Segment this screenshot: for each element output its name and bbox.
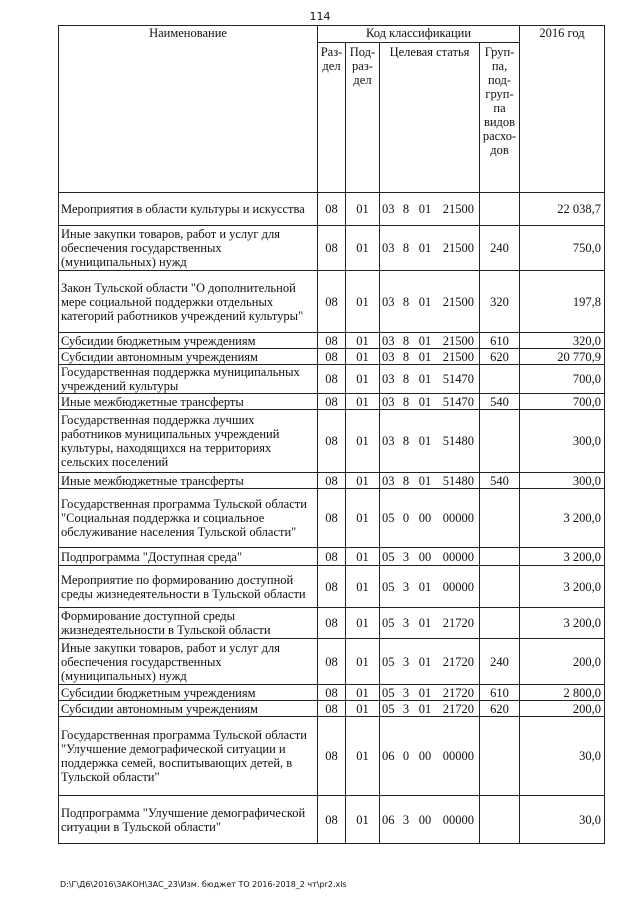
row-name: Субсидии бюджетным учреждениям (59, 333, 318, 349)
table-row (59, 226, 605, 271)
row-group: 610 (480, 685, 520, 701)
row-group: 540 (480, 394, 520, 410)
row-group (480, 796, 520, 844)
target-subprogram: 3 (402, 685, 410, 700)
table-row (59, 608, 605, 639)
row-name: Иные закупки товаров, работ и услуг для обеспечения государственных (муниципальных) нужд (59, 226, 318, 271)
target-subprogram: 0 (402, 511, 410, 525)
row-group (480, 717, 520, 796)
row-podrazdel: 01 (346, 271, 380, 333)
target-subprogram: 3 (402, 616, 410, 630)
target-direction: 00000 (442, 749, 474, 763)
row-group (480, 489, 520, 548)
row-amount: 3 200,0 (520, 566, 605, 608)
row-name: Мероприятия в области культуры и искусства (59, 193, 318, 226)
target-program: 05 (382, 654, 395, 669)
table-row (59, 394, 605, 410)
row-razdel: 08 (318, 473, 346, 489)
target-direction: 00000 (442, 812, 474, 827)
row-podrazdel: 01 (346, 701, 380, 717)
row-name: Государственная программа Тульской области "Улучшение демографической ситуации и поддержка семей, воспитывающих детей, в Тульской области" (59, 717, 318, 796)
row-amount: 30,0 (520, 717, 605, 796)
target-subprogram: 8 (402, 202, 410, 216)
row-podrazdel: 01 (346, 394, 380, 410)
table-row (59, 685, 605, 701)
row-podrazdel: 01 (346, 193, 380, 226)
table-row (59, 796, 605, 844)
row-podrazdel: 01 (346, 608, 380, 639)
row-amount: 200,0 (520, 701, 605, 717)
row-amount: 200,0 (520, 639, 605, 685)
target-program: 03 (382, 241, 395, 255)
target-direction: 00000 (442, 549, 474, 564)
row-razdel: 08 (318, 271, 346, 333)
row-target (380, 394, 480, 410)
table-row (59, 548, 605, 566)
row-razdel: 08 (318, 410, 346, 473)
row-podrazdel: 01 (346, 333, 380, 349)
table-row (59, 333, 605, 349)
row-podrazdel: 01 (346, 489, 380, 548)
target-event: 01 (418, 473, 432, 488)
target-direction: 21500 (442, 349, 474, 364)
target-event: 01 (418, 654, 432, 669)
target-subprogram: 3 (402, 812, 410, 827)
table-row (59, 701, 605, 717)
row-target (380, 193, 480, 226)
row-target (380, 410, 480, 473)
table-row (59, 271, 605, 333)
target-program: 03 (382, 202, 395, 216)
row-name: Субсидии бюджетным учреждениям (59, 685, 318, 701)
row-podrazdel: 01 (346, 566, 380, 608)
row-name: Государственная поддержка муниципальных учреждений культуры (59, 365, 318, 394)
target-direction: 51480 (442, 473, 474, 488)
row-group: 620 (480, 701, 520, 717)
target-event: 01 (418, 394, 432, 409)
row-razdel: 08 (318, 489, 346, 548)
row-name: Государственная поддержка лучших работников муниципальных учреждений культуры, находящихся на территориях сельских поселений (59, 410, 318, 473)
target-subprogram: 8 (402, 434, 410, 448)
target-event: 01 (418, 333, 432, 348)
row-group: 240 (480, 639, 520, 685)
target-event: 01 (418, 349, 432, 364)
table-row (59, 349, 605, 365)
target-direction: 21500 (442, 333, 474, 348)
target-direction: 21720 (442, 616, 474, 630)
table-row (59, 193, 605, 226)
target-subprogram: 8 (402, 372, 410, 386)
row-target (380, 349, 480, 365)
target-event: 01 (418, 685, 432, 700)
row-name: Иные межбюджетные трансферты (59, 473, 318, 489)
row-amount: 22 038,7 (520, 193, 605, 226)
target-direction: 51480 (442, 434, 474, 448)
row-podrazdel: 01 (346, 349, 380, 365)
target-direction: 21720 (442, 654, 474, 669)
row-podrazdel: 01 (346, 548, 380, 566)
row-target (380, 365, 480, 394)
row-amount: 3 200,0 (520, 489, 605, 548)
row-target (380, 489, 480, 548)
target-direction: 21500 (442, 241, 474, 255)
row-group: 610 (480, 333, 520, 349)
table-row (59, 473, 605, 489)
target-program: 06 (382, 812, 395, 827)
row-target (380, 639, 480, 685)
target-program: 03 (382, 394, 395, 409)
row-amount: 300,0 (520, 410, 605, 473)
row-amount: 20 770,9 (520, 349, 605, 365)
row-target (380, 608, 480, 639)
target-subprogram: 3 (402, 654, 410, 669)
row-group: 540 (480, 473, 520, 489)
row-podrazdel: 01 (346, 365, 380, 394)
row-podrazdel: 01 (346, 796, 380, 844)
target-direction: 51470 (442, 372, 474, 386)
target-subprogram: 8 (402, 394, 410, 409)
row-group: 320 (480, 271, 520, 333)
header-podrazdel: Под- раз- дел (346, 43, 380, 193)
target-direction: 00000 (442, 579, 474, 594)
row-target (380, 271, 480, 333)
row-podrazdel: 01 (346, 473, 380, 489)
table-row (59, 717, 605, 796)
row-amount: 197,8 (520, 271, 605, 333)
row-name: Субсидии автономным учреждениям (59, 349, 318, 365)
target-event: 00 (418, 549, 432, 564)
row-target (380, 796, 480, 844)
row-razdel: 08 (318, 548, 346, 566)
row-name: Иные межбюджетные трансферты (59, 394, 318, 410)
page-number: 114 (309, 10, 331, 23)
header-year: 2016 год (520, 26, 605, 193)
target-event: 00 (418, 812, 432, 827)
table-row (59, 566, 605, 608)
row-razdel: 08 (318, 226, 346, 271)
row-group (480, 608, 520, 639)
row-razdel: 08 (318, 193, 346, 226)
target-program: 05 (382, 616, 395, 630)
row-amount: 750,0 (520, 226, 605, 271)
row-name: Субсидии автономным учреждениям (59, 701, 318, 717)
header-target: Целевая статья (380, 43, 480, 193)
target-program: 05 (382, 701, 395, 716)
target-subprogram: 3 (402, 701, 410, 716)
row-podrazdel: 01 (346, 717, 380, 796)
target-program: 03 (382, 349, 395, 364)
row-razdel: 08 (318, 701, 346, 717)
row-group (480, 365, 520, 394)
target-event: 01 (418, 616, 432, 630)
target-event: 01 (418, 579, 432, 594)
target-program: 05 (382, 549, 395, 564)
target-event: 01 (418, 241, 432, 255)
row-target (380, 717, 480, 796)
target-subprogram: 3 (402, 579, 410, 594)
row-group: 620 (480, 349, 520, 365)
row-name: Подпрограмма "Доступная среда" (59, 548, 318, 566)
target-event: 01 (418, 372, 432, 386)
row-amount: 3 200,0 (520, 608, 605, 639)
row-target (380, 473, 480, 489)
row-podrazdel: 01 (346, 226, 380, 271)
row-razdel: 08 (318, 394, 346, 410)
target-program: 03 (382, 333, 395, 348)
header-group: Груп- па, под- груп- па видов расхо- дов (480, 43, 520, 193)
target-event: 00 (418, 511, 432, 525)
row-target (380, 226, 480, 271)
target-subprogram: 8 (402, 473, 410, 488)
budget-table (58, 25, 605, 844)
target-subprogram: 8 (402, 241, 410, 255)
row-target (380, 566, 480, 608)
row-razdel: 08 (318, 349, 346, 365)
row-group: 240 (480, 226, 520, 271)
row-amount: 30,0 (520, 796, 605, 844)
target-program: 06 (382, 749, 395, 763)
target-direction: 00000 (442, 511, 474, 525)
row-name: Мероприятие по формированию доступной среды жизнедеятельности в Тульской области (59, 566, 318, 608)
target-direction: 51470 (442, 394, 474, 409)
target-subprogram: 8 (402, 294, 410, 309)
table-row (59, 410, 605, 473)
target-program: 05 (382, 511, 395, 525)
header-name: Наименование (59, 26, 318, 193)
target-event: 01 (418, 294, 432, 309)
row-group (480, 410, 520, 473)
row-name: Иные закупки товаров, работ и услуг для обеспечения государственных (муниципальных) нужд (59, 639, 318, 685)
target-program: 03 (382, 372, 395, 386)
target-program: 03 (382, 294, 395, 309)
target-subprogram: 3 (402, 549, 410, 564)
row-razdel: 08 (318, 608, 346, 639)
row-amount: 700,0 (520, 365, 605, 394)
row-target (380, 701, 480, 717)
target-program: 03 (382, 434, 395, 448)
row-amount: 320,0 (520, 333, 605, 349)
target-event: 01 (418, 202, 432, 216)
target-subprogram: 8 (402, 349, 410, 364)
header-row-top (59, 26, 605, 43)
row-name: Государственная программа Тульской области "Социальная поддержка и социальное обслуживание населения Тульской области" (59, 489, 318, 548)
table-row (59, 639, 605, 685)
row-group (480, 193, 520, 226)
row-razdel: 08 (318, 333, 346, 349)
row-podrazdel: 01 (346, 410, 380, 473)
row-razdel: 08 (318, 796, 346, 844)
row-name: Закон Тульской области "О дополнительной мере социальной поддержки отдельных категорий работников учреждений культуры" (59, 271, 318, 333)
header-code: Код классификации (318, 26, 520, 43)
row-razdel: 08 (318, 717, 346, 796)
row-amount: 300,0 (520, 473, 605, 489)
row-razdel: 08 (318, 365, 346, 394)
target-subprogram: 8 (402, 333, 410, 348)
row-group (480, 548, 520, 566)
target-event: 01 (418, 701, 432, 716)
target-program: 05 (382, 685, 395, 700)
row-podrazdel: 01 (346, 685, 380, 701)
row-razdel: 08 (318, 639, 346, 685)
row-amount: 700,0 (520, 394, 605, 410)
target-direction: 21720 (442, 701, 474, 716)
header-razdel: Раз- дел (318, 43, 346, 193)
target-program: 05 (382, 579, 395, 594)
target-direction: 21720 (442, 685, 474, 700)
target-event: 00 (418, 749, 432, 763)
row-razdel: 08 (318, 566, 346, 608)
target-program: 03 (382, 473, 395, 488)
row-name: Подпрограмма "Улучшение демографической ситуации в Тульской области" (59, 796, 318, 844)
row-name: Формирование доступной среды жизнедеятельности в Тульской области (59, 608, 318, 639)
row-podrazdel: 01 (346, 639, 380, 685)
row-amount: 2 800,0 (520, 685, 605, 701)
target-direction: 21500 (442, 294, 474, 309)
row-target (380, 685, 480, 701)
target-event: 01 (418, 434, 432, 448)
row-target (380, 548, 480, 566)
row-group (480, 566, 520, 608)
table-row (59, 489, 605, 548)
file-path-footer: D:\Г\Д6\2016\ЗАКОН\ЗАС_23\Изм. бюджет ТО 2016-2018_2 чт\pr2.xls (60, 880, 347, 889)
table-row (59, 365, 605, 394)
target-subprogram: 0 (402, 749, 410, 763)
row-razdel: 08 (318, 685, 346, 701)
row-target (380, 333, 480, 349)
row-amount: 3 200,0 (520, 548, 605, 566)
target-direction: 21500 (442, 202, 474, 216)
